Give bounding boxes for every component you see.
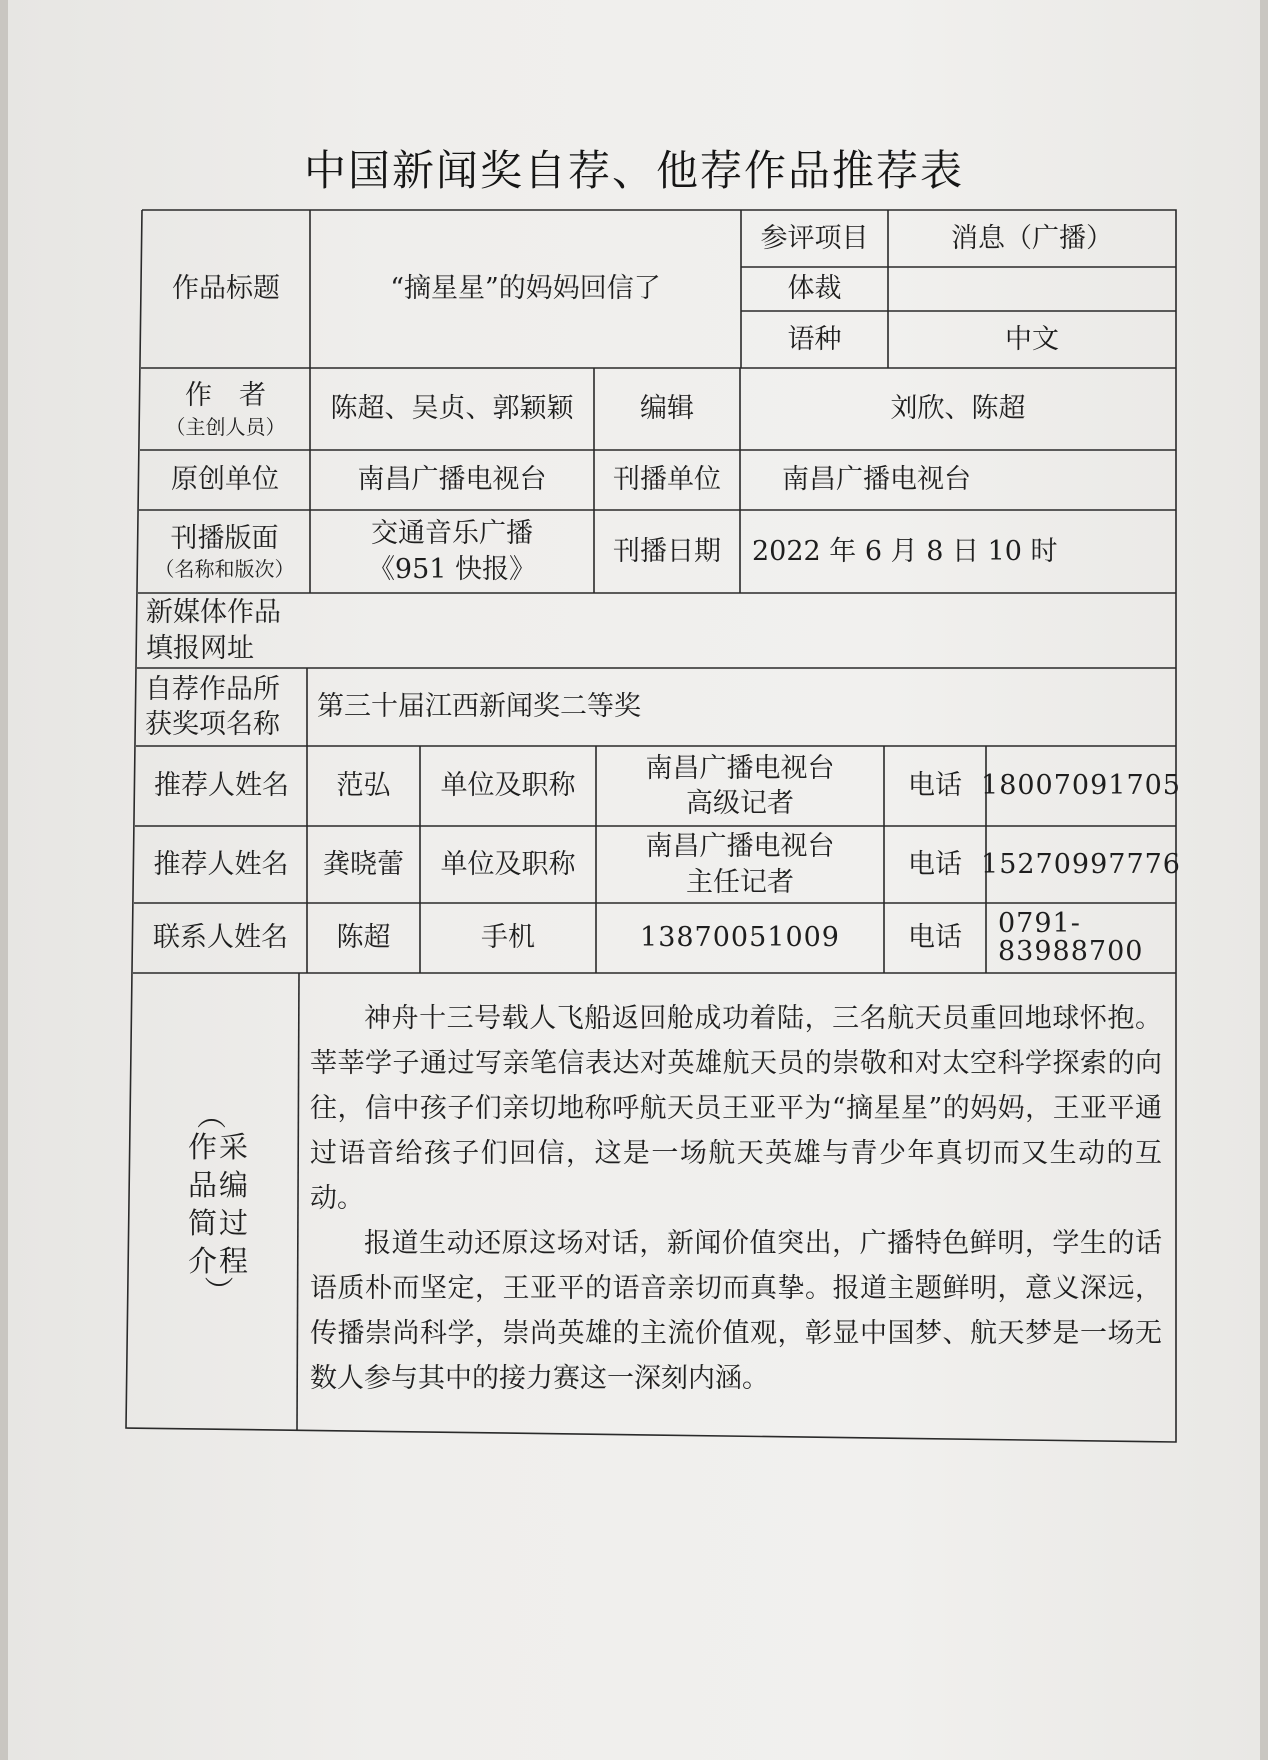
contact-mobile: 13870051009 xyxy=(640,922,840,954)
genre-label: 体裁 xyxy=(787,273,842,305)
recommender-label: 推荐人姓名 xyxy=(154,770,289,802)
summary-label-char: 介 xyxy=(187,1244,217,1278)
recommender-unit xyxy=(596,746,884,826)
recommender-unit-label: 单位及职称 xyxy=(440,848,576,880)
recommender-name: 范弘 xyxy=(336,770,391,802)
author-label: 作 者 xyxy=(185,380,266,412)
recommender-phone-label: 电话 xyxy=(908,848,962,880)
summary-text xyxy=(310,996,1162,1401)
edition-value xyxy=(310,510,594,593)
genre-value xyxy=(888,267,1176,311)
edition-line1: 交通音乐广播 xyxy=(371,518,533,550)
recommender-unit-line2: 主任记者 xyxy=(686,866,794,898)
award-label-line2: 获奖项名称 xyxy=(145,709,280,740)
language-value: 中文 xyxy=(1005,323,1059,355)
recommender-unit-line1: 南昌广播电视台 xyxy=(645,831,835,863)
col-line xyxy=(297,973,299,1430)
contact-phone-line1: 0791- xyxy=(998,907,1081,939)
recommender-unit-line1: 南昌广播电视台 xyxy=(645,752,835,784)
summary-paren-open: （ xyxy=(193,1100,227,1129)
summary-label xyxy=(180,1100,240,1129)
summary-paragraph: 神舟十三号载人飞船返回舱成功着陆，三名航天员重回地球怀抱。莘莘学子通过写亲笔信表达对英雄航天员的崇敬和对太空科学探索的向往，信中孩子们亲切地称呼航天员王亚平为“摘星星”的妈妈，王亚平通过语音给孩子们回信，这是一场航天英雄与青少年真切而又生动的互动。 xyxy=(310,1003,1162,1214)
summary-label-char: 过 xyxy=(219,1206,249,1240)
summary-label-char: 程 xyxy=(219,1244,249,1278)
work-title-label: 作品标题 xyxy=(172,273,280,305)
recommender-label: 推荐人姓名 xyxy=(153,848,289,880)
recommender-name: 龚晓蕾 xyxy=(323,848,404,880)
work-title-value: “摘星星”的妈妈回信了 xyxy=(390,273,661,305)
contact-name: 陈超 xyxy=(336,922,391,954)
language-label: 语种 xyxy=(787,323,842,355)
url-value xyxy=(310,593,1176,668)
editor-label: 编辑 xyxy=(640,393,694,425)
recommender-phone-label: 电话 xyxy=(908,770,962,802)
recommender-unit xyxy=(596,826,884,903)
summary-label-columns xyxy=(186,1128,250,1280)
summary-paren-close: ） xyxy=(200,1276,235,1305)
award-value: 第三十届江西新闻奖二等奖 xyxy=(317,691,641,723)
contact-label: 联系人姓名 xyxy=(153,922,288,954)
summary-label-char: 简 xyxy=(187,1206,217,1240)
award-label-line1: 自荐作品所 xyxy=(145,673,280,705)
summary-label-col-a xyxy=(219,1128,248,1280)
summary-label-col-b xyxy=(188,1128,217,1280)
date-label: 刊播日期 xyxy=(613,535,721,567)
summary-label-char: 品 xyxy=(187,1168,217,1202)
date-value: 2022 年 6 月 8 日 10 时 xyxy=(752,535,1058,567)
contact-phone xyxy=(986,903,1176,973)
summary-paren-close-box xyxy=(186,1276,250,1312)
edition-line2: 《951 快报》 xyxy=(367,553,537,585)
author-sub-label: （主创人员） xyxy=(165,414,286,439)
summary-label-char: 作 xyxy=(187,1130,217,1164)
contact-mobile-label: 手机 xyxy=(481,922,535,954)
origin-unit-value: 南昌广播电视台 xyxy=(357,464,547,496)
award-label-cell xyxy=(137,668,307,746)
url-label-line2: 填报网址 xyxy=(146,632,254,664)
contact-phone-label: 电话 xyxy=(908,922,962,954)
origin-unit-label: 原创单位 xyxy=(171,464,279,496)
form-title: 中国新闻奖自荐、他荐作品推荐表 xyxy=(303,146,964,195)
author-label-cell xyxy=(141,368,310,450)
publish-unit-value: 南昌广播电视台 xyxy=(782,464,971,496)
summary-label-char: 编 xyxy=(219,1168,249,1202)
contact-phone-line2: 83988700 xyxy=(998,936,1144,967)
authors-value: 陈超、吴贞、郭颖颖 xyxy=(330,393,574,425)
summary-paragraph: 报道生动还原这场对话，新闻价值突出，广播特色鲜明，学生的话语质朴而坚定，王亚平的语音亲切而真挚。报道主题鲜明，意义深远，传播崇尚科学，崇尚英雄的主流价值观，彰显中国梦、航天梦是一场无数人参与其中的接力赛这一深刻内涵。 xyxy=(310,1228,1162,1394)
recommender-phone: 18007091705 xyxy=(981,770,1181,802)
editors-value: 刘欣、陈超 xyxy=(890,393,1026,425)
url-label-cell xyxy=(138,593,310,668)
recommender-unit-label: 单位及职称 xyxy=(440,770,576,802)
recommender-unit-line2: 高级记者 xyxy=(686,788,794,819)
url-label-line1: 新媒体作品 xyxy=(146,597,281,629)
edition-label-cell xyxy=(139,510,310,593)
edition-label: 刊播版面 xyxy=(170,522,279,554)
publish-unit-label: 刊播单位 xyxy=(613,464,721,496)
summary-label-char: 采 xyxy=(219,1130,249,1164)
category-value: 消息（广播） xyxy=(951,222,1113,254)
edition-sub-label: （名称和版次） xyxy=(154,557,295,582)
category-label: 参评项目 xyxy=(760,222,869,254)
recommender-phone: 15270997776 xyxy=(981,848,1181,880)
